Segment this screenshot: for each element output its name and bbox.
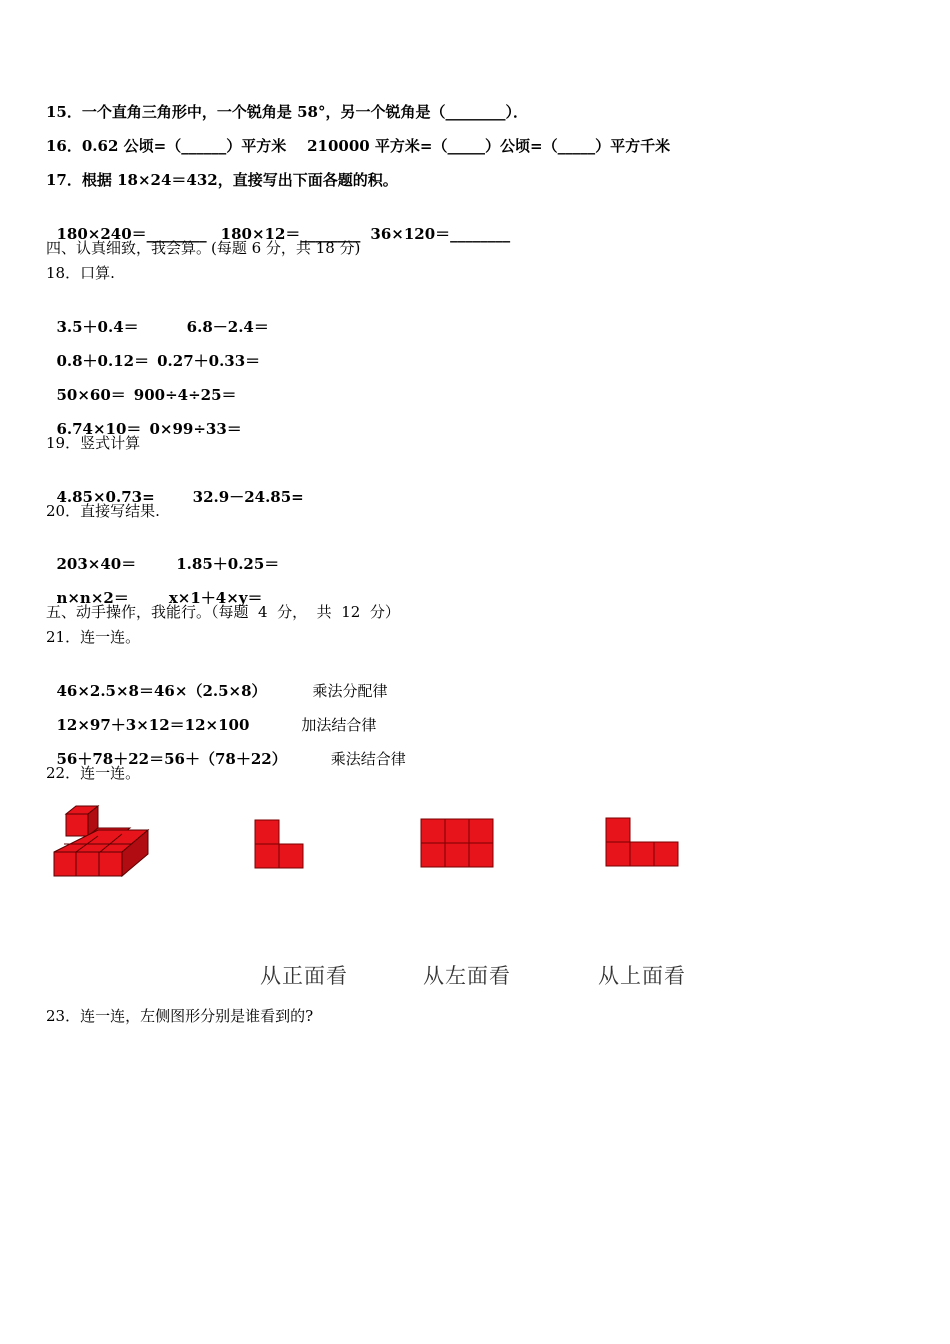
question-16: 16．0.62 公顷=（______）平方米 210000 平方米=（_____）公顷=（_____）平方千米: [46, 137, 671, 155]
q18-r1-a: 3.5＋0.4＝: [56, 318, 139, 336]
question-18: 18．口算.: [46, 264, 115, 282]
q18-r3-a: 50×60＝: [56, 386, 126, 404]
q18-r4-b: 0×99÷33＝: [149, 420, 242, 438]
q18-r4-a: 6.74×10＝: [56, 420, 142, 438]
question-17: 17．根据 18×24＝432，直接写出下面各题的积。: [46, 171, 398, 189]
q17-item-a: 180×240＝________: [56, 225, 207, 243]
view-caption-top: 从上面看: [598, 964, 686, 988]
section-5-heading: 五、动手操作，我能行。（每题 4 分， 共 12 分）: [46, 603, 400, 621]
question-22: 22．连一连。: [46, 764, 141, 782]
q20-r1-b: 1.85＋0.25＝: [176, 555, 280, 573]
q20-r2-b: x×1＋4×y＝: [168, 589, 263, 607]
q18-r3-b: 900÷4÷25＝: [133, 386, 237, 404]
q21-r3-law: 乘法结合律: [330, 750, 406, 768]
question-21: 21．连一连。: [46, 628, 141, 646]
q19-b: 32.9－24.85=: [192, 488, 304, 506]
q18-r1-b: 6.8－2.4＝: [186, 318, 269, 336]
q17-item-c: 36×120＝________: [370, 225, 511, 243]
view-shape-a: [254, 819, 306, 871]
view-shape-c: [605, 817, 681, 869]
question-20: 20．直接写结果.: [46, 502, 160, 520]
question-19: 19．竖式计算: [46, 434, 141, 452]
q20-r2-a: n×n×2＝: [56, 589, 129, 607]
q18-r2-a: 0.8＋0.12＝: [56, 352, 150, 370]
q21-r1-law: 乘法分配律: [312, 682, 388, 700]
view-shape-b: [420, 818, 494, 870]
q21-r3-expr: 56＋78＋22＝56＋（78＋22）: [56, 750, 287, 768]
q18-r2-b: 0.27＋0.33＝: [157, 352, 261, 370]
q21-r2-expr: 12×97＋3×12＝12×100: [56, 716, 250, 734]
q20-r1-a: 203×40＝: [56, 555, 137, 573]
q21-r2-law: 加法结合律: [301, 716, 377, 734]
q17-item-b: 180×12＝________: [220, 225, 361, 243]
view-caption-front: 从正面看: [260, 964, 348, 988]
q21-r1-expr: 46×2.5×8＝46×（2.5×8）: [56, 682, 267, 700]
q19-a: 4.85×0.73=: [56, 488, 155, 506]
section-4-heading: 四、认真细致，我会算。(每题 6 分，共 18 分): [46, 239, 361, 257]
view-caption-left: 从左面看: [423, 964, 511, 988]
question-15: 15．一个直角三角形中，一个锐角是 58°，另一个锐角是（________）．: [46, 103, 528, 121]
cube-solid-figure: [52, 804, 152, 878]
question-23: 23．连一连，左侧图形分别是谁看到的?: [46, 1007, 314, 1025]
